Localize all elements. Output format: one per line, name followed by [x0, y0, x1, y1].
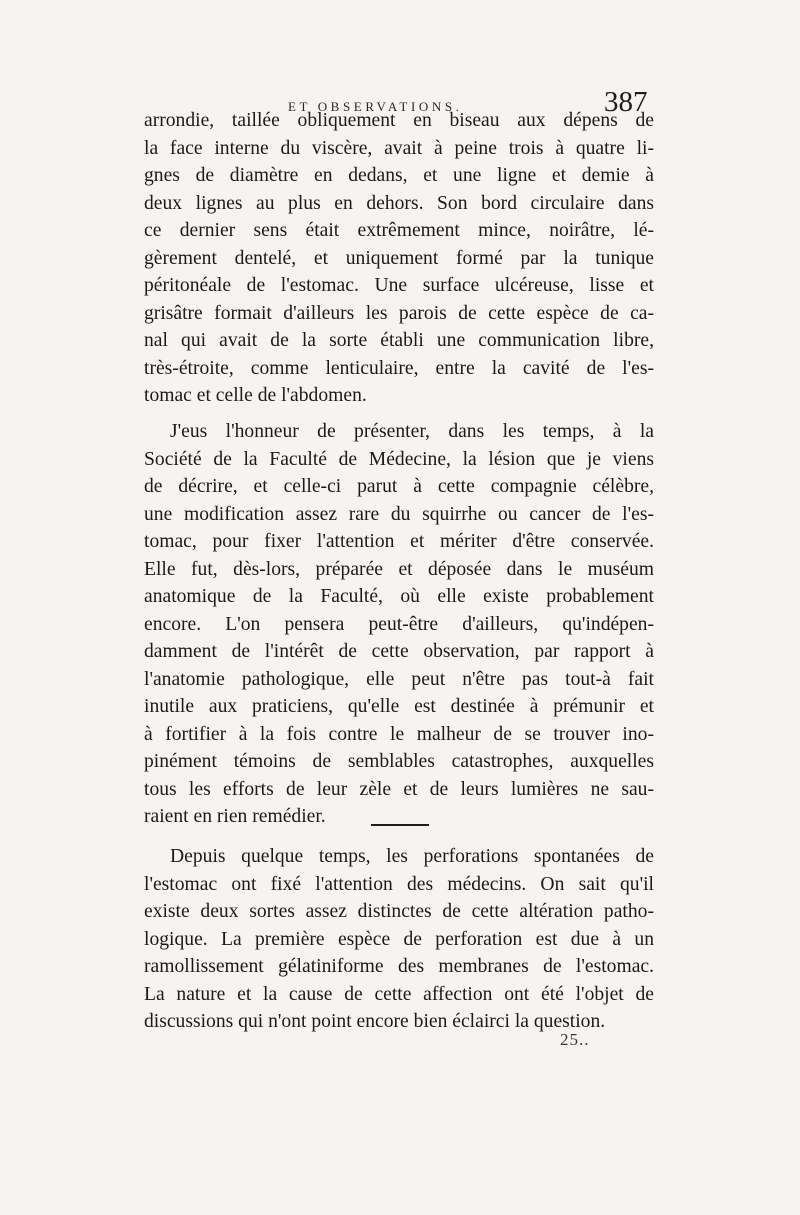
text-line: ramollissement gélatiniforme des membranes de l'estomac.: [144, 956, 654, 977]
text-line: nal qui avait de la sorte établi une communication libre,: [144, 330, 654, 351]
text-line: gèrement dentelé, et uniquement formé par la tunique: [144, 247, 654, 269]
text-line: ce dernier sens était extrêmement mince, noirâtre, lé-: [144, 220, 654, 241]
text-line: une modification assez rare du squirrhe ou cancer de l'es-: [144, 503, 654, 525]
text-line: damment de l'intérêt de cette observation, par rapport à: [144, 641, 654, 662]
text-line: l'estomac ont fixé l'attention des médecins. On sait qu'il: [144, 873, 654, 895]
text-line: tomac et celle de l'abdomen.: [144, 385, 367, 406]
text-line: pinément témoins de semblables catastrophes, auxquelles: [144, 751, 654, 772]
running-head: ET OBSERVATIONS.: [288, 99, 463, 114]
text-line: arrondie, taillée obliquement en biseau aux dépens de: [144, 110, 654, 131]
text-line: de décrire, et celle-ci parut à cette compagnie célèbre,: [144, 476, 654, 497]
paragraph-continuation: [144, 107, 654, 410]
paragraph-perforations: [144, 843, 654, 1036]
signature-mark: 25..: [560, 1030, 590, 1049]
text-line: péritonéale de l'estomac. Une surface ulcéreuse, lisse et: [144, 275, 654, 296]
text-line: J'eus l'honneur de présenter, dans les temps, à la: [170, 421, 654, 442]
text-line: très-étroite, comme lenticulaire, entre la cavité de l'es-: [144, 357, 654, 379]
text-line: encore. L'on pensera peut-être d'ailleurs, qu'indépen-: [144, 613, 654, 635]
page-number: 387: [604, 86, 648, 118]
text-line: l'anatomie pathologique, elle peut n'être pas tout-à fait: [144, 668, 654, 690]
text-line: à fortifier à la fois contre le malheur de se trouver ino-: [144, 723, 654, 745]
paragraph-presentation: [144, 418, 654, 831]
text-line: discussions qui n'ont point encore bien éclairci la question.: [144, 1011, 606, 1032]
text-line: inutile aux praticiens, qu'elle est destinée à prémunir et: [144, 696, 654, 717]
text-line: grisâtre formait d'ailleurs les parois de cette espèce de ca-: [144, 302, 654, 324]
text-line: existe deux sortes assez distinctes de cette altération patho-: [144, 901, 654, 922]
text-line: tous les efforts de leur zèle et de leurs lumières ne sau-: [144, 778, 654, 800]
text-line: Société de la Faculté de Médecine, la lésion que je viens: [144, 448, 654, 470]
text-line: gnes de diamètre en dedans, et une ligne et demie à: [144, 165, 654, 186]
text-line: deux lignes au plus en dehors. Son bord circulaire dans: [144, 192, 654, 214]
text-line: raient en rien remédier.: [144, 806, 326, 827]
text-line: Elle fut, dès-lors, préparée et déposée dans le muséum: [144, 558, 654, 580]
text-line: la face interne du viscère, avait à peine trois à quatre li-: [144, 137, 654, 159]
text-line: anatomique de la Faculté, où elle existe probablement: [144, 586, 654, 607]
text-line: La nature et la cause de cette affection ont été l'objet de: [144, 983, 654, 1005]
text-line: Depuis quelque temps, les perforations spontanées de: [170, 846, 654, 867]
text-line: tomac, pour fixer l'attention et mériter d'être conservée.: [144, 531, 654, 552]
section-divider: [371, 824, 429, 826]
text-line: logique. La première espèce de perforation est due à un: [144, 928, 654, 950]
